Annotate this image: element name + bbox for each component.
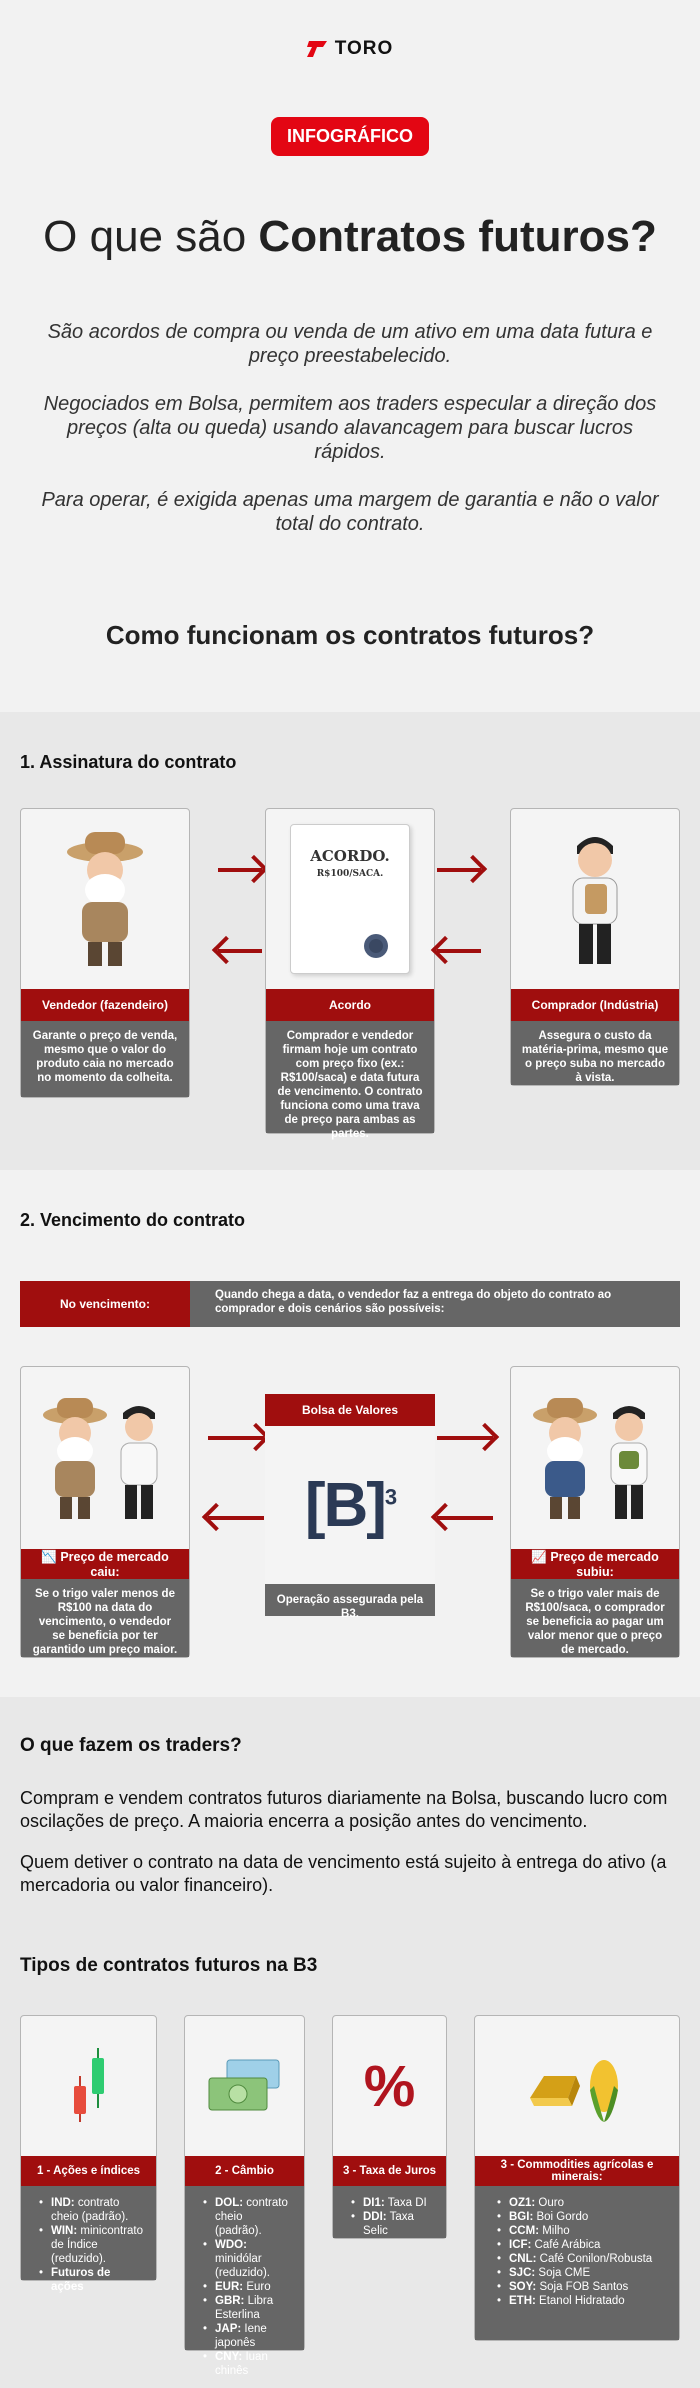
intro-paragraph: Para operar, é exigida apenas uma margem de garantia e não o valor total do contrato. (41, 489, 659, 535)
step1-title: 1. Assinatura do contrato (20, 752, 237, 772)
traders-section (0, 1697, 700, 2388)
step2-section (0, 1170, 700, 1697)
intro-text (40, 320, 660, 560)
list-item: • ICF: Café Arábica (497, 2238, 667, 2252)
expiry-text: Quando chega a data, o vendedor faz a entrega do objeto do contrato ao comprador e dois cenários são possíveis: (190, 1281, 680, 1327)
type-acoes-label: 1 - Ações e índices (21, 2156, 156, 2186)
infographic-badge: INFOGRÁFICO (271, 117, 429, 156)
types-title: Tipos de contratos futuros na B3 (20, 1955, 318, 1976)
price-down-desc: Se o trigo valer menos de R$100 na data do vencimento, o vendedor se beneficia por ter garantido um preço maior. (21, 1579, 189, 1657)
price-down-card (20, 1366, 190, 1658)
farmer-buyer-illustration (511, 1367, 679, 1549)
contract-illustration (266, 809, 434, 989)
list-item: • ETH: Etanol Hidratado (497, 2294, 667, 2308)
intro-paragraph: Negociados em Bolsa, permitem aos traders especular a direção dos preços (alta ou queda) usando alavancagem para buscar lucros rápidos. (43, 393, 657, 463)
toro-logo[interactable] (0, 38, 700, 60)
list-item: • IND: contrato cheio (padrão). (39, 2196, 144, 2224)
type-juros-desc (333, 2186, 446, 2238)
buyer-icon (555, 824, 635, 974)
seal-icon (363, 933, 389, 959)
farmer-buyer-illustration (21, 1367, 189, 1549)
buyer-illustration (511, 809, 679, 989)
list-item: • DI1: Taxa DI (351, 2196, 434, 2210)
traders-paragraph: Quem detiver o contrato na data de vencimento está sujeito à entrega do ativo (a mercadoria ou valor financeiro). (20, 1852, 667, 1895)
type-card-cambio (184, 2015, 305, 2377)
candlestick-illustration (21, 2016, 156, 2156)
arrow-left-icon (437, 1516, 493, 1520)
list-item: • DDI: Taxa Selic (351, 2210, 434, 2238)
how-title: Como funcionam os contratos futuros? (105, 620, 595, 650)
list-item: • CNY: Iuan chinês (203, 2350, 292, 2378)
list-item: • DOL: contrato cheio (padrão). (203, 2196, 292, 2238)
farmer-buyer-icon (525, 1393, 665, 1523)
list-item: • CNL: Café Conilon/Robusta (497, 2252, 667, 2266)
arrow-left-icon (208, 1516, 264, 1520)
type-commodities-desc (475, 2186, 679, 2340)
hero-section (0, 0, 700, 712)
list-item: • GBR: Libra Esterlina (203, 2294, 292, 2322)
arrow-left-icon (437, 949, 481, 953)
toro-logo-icon (307, 39, 329, 59)
page-title: O que são Contratos futuros? (43, 212, 657, 261)
type-card-juros (332, 2015, 447, 2239)
list-item: • Futuros de ações (39, 2266, 144, 2294)
percent-illustration (333, 2016, 446, 2156)
list-item: • EUR: Euro (203, 2280, 292, 2294)
type-commodities-list (497, 2196, 667, 2308)
logo-text: TORO (334, 38, 394, 59)
traders-paragraph: Compram e vendem contratos futuros diariamente na Bolsa, buscando lucro com oscilações de preço. A maioria encerra a posição antes do vencimento. (20, 1788, 668, 1831)
arrow-right-icon (208, 1436, 264, 1440)
exchange-label: Bolsa de Valores (265, 1394, 435, 1426)
list-item: • JAP: Iene japonês (203, 2322, 292, 2350)
commodities-illustration (475, 2016, 679, 2156)
type-acoes-list (39, 2196, 144, 2294)
price-up-label: 📈 Preço de mercado subiu: (511, 1549, 679, 1579)
type-card-acoes (20, 2015, 157, 2293)
expiry-label: No vencimento: (20, 1281, 190, 1327)
percent-icon: % (363, 2053, 416, 2119)
list-item: • SJC: Soja CME (497, 2266, 667, 2280)
list-item: • BGI: Boi Gordo (497, 2210, 667, 2224)
farmer-buyer-icon (35, 1393, 175, 1523)
gold-corn-icon (522, 2046, 632, 2126)
buyer-desc: Assegura o custo da matéria-prima, mesmo que o preço suba no mercado à vista. (511, 1021, 679, 1085)
deal-card (265, 808, 435, 1140)
exchange-desc: Operação assegurada pela B3. (265, 1584, 435, 1616)
step2-title: 2. Vencimento do contrato (20, 1210, 246, 1230)
buyer-card (510, 808, 680, 1086)
list-item: • SOY: Soja FOB Santos (497, 2280, 667, 2294)
price-up-card (510, 1366, 680, 1658)
money-illustration (185, 2016, 304, 2156)
arrow-left-icon (218, 949, 262, 953)
b3-logo (265, 1426, 435, 1584)
contract-paper (290, 824, 410, 974)
expiry-banner (20, 1281, 680, 1327)
contract-paper-title: ACORDO. (310, 847, 390, 865)
intro-paragraph: São acordos de compra ou venda de um ativo em uma data futura e preço preestabelecido. (47, 321, 653, 367)
seller-desc: Garante o preço de venda, mesmo que o valor do produto caia no mercado no momento da colheita. (21, 1021, 189, 1097)
buyer-label: Comprador (Indústria) (511, 989, 679, 1021)
seller-card (20, 808, 190, 1098)
deal-desc: Comprador e vendedor firmam hoje um contrato com preço fixo (ex.: R$100/saca) e data futura de vencimento. O contrato funciona como uma trava de preço para ambas as partes. (266, 1021, 434, 1133)
type-juros-label: 3 - Taxa de Juros (333, 2156, 446, 2186)
type-card-commodities (474, 2015, 680, 2341)
arrow-right-icon (437, 868, 481, 872)
type-cambio-list (203, 2196, 292, 2378)
price-up-desc: Se o trigo valer mais de R$100/saca, o comprador se beneficia ao pagar um valor menor que o preço de mercado. (511, 1579, 679, 1657)
seller-label: Vendedor (fazendeiro) (21, 989, 189, 1021)
list-item: • WIN: minicontrato de Índice (reduzido). (39, 2224, 144, 2266)
type-commodities-label: 3 - Commodities agrícolas e minerais: (475, 2156, 679, 2186)
type-cambio-desc (185, 2186, 304, 2377)
arrow-right-icon (437, 1436, 493, 1440)
type-juros-list (351, 2196, 434, 2238)
deal-label: Acordo (266, 989, 434, 1021)
farmer-illustration (21, 809, 189, 989)
money-icon (205, 2056, 285, 2116)
type-acoes-desc (21, 2186, 156, 2293)
price-down-label: 📉 Preço de mercado caiu: (21, 1549, 189, 1579)
b3-logo-text: $[B]^3$ (304, 1470, 396, 1540)
contract-paper-price: R$100/SACA. (316, 869, 384, 879)
farmer-icon (60, 824, 150, 974)
candlestick-icon (64, 2046, 114, 2126)
step1-section (0, 712, 700, 1170)
arrow-right-icon (218, 868, 262, 872)
exchange-card (265, 1394, 435, 1620)
list-item: • WDO: minidólar (reduzido). (203, 2238, 292, 2280)
type-cambio-label: 2 - Câmbio (185, 2156, 304, 2186)
list-item: • CCM: Milho (497, 2224, 667, 2238)
list-item: • OZ1: Ouro (497, 2196, 667, 2210)
traders-title: O que fazem os traders? (20, 1735, 242, 1756)
